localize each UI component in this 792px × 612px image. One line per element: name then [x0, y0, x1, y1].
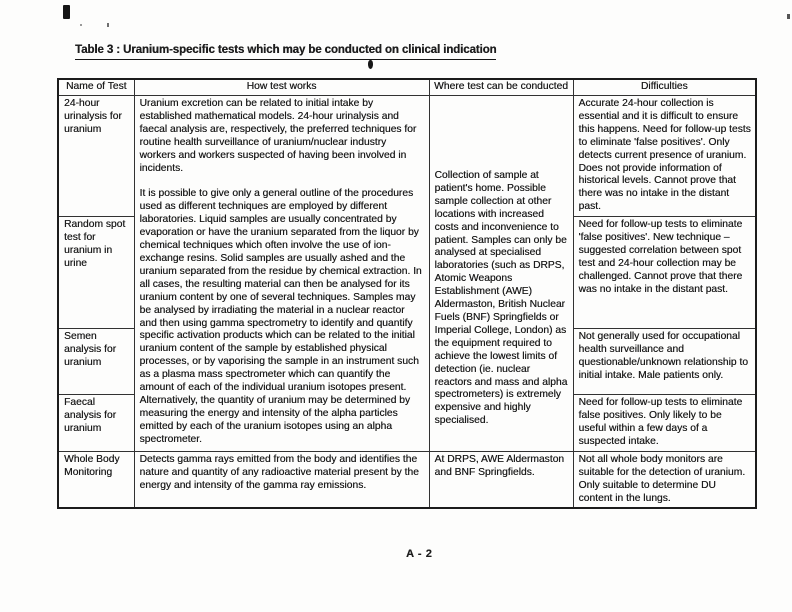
cell-difficulty-semen-analysis: Not generally used for occupational health surveillance and questionable/unknown relationship to initial intake. Male patients only. — [573, 329, 756, 395]
cell-where-whole-body-monitoring: At DRPS, AWE Aldermaston and BNF Springfields. — [429, 451, 573, 508]
ink-mark-under-title — [368, 60, 373, 69]
cell-test-name-whole-body-monitoring: Whole Body Monitoring — [58, 451, 134, 508]
scan-speck-right-edge — [787, 14, 790, 19]
where-paragraph: Collection of sample at patient's home. Possible sample collection at other locations with increased costs and inconvenience to patient. Samples can only be analysed at specialised laboratories (such as DRPS, Atomic Weapons Establishment (AWE) Aldermaston, British Nuclear Fuels (BNF) Springfields or Imperial College, London) as the equipment required to achieve the lowest limits of detection (ie. nuclear reactors and mass and alpha spectrometers) is extremely expensive and highly specialised. — [434, 170, 568, 427]
cell-test-name-semen-analysis: Semen analysis for uranium — [58, 329, 134, 395]
cell-test-name-random-spot-test: Random spot test for uranium in urine — [58, 217, 134, 329]
col-header-name-of-test: Name of Test — [58, 79, 134, 96]
clinical-tests-table — [57, 78, 757, 509]
ink-mark-top-left — [63, 5, 70, 19]
cell-how-test-works-merged — [134, 96, 429, 452]
table-row — [58, 96, 756, 217]
col-header-how-test-works: How test works — [134, 79, 429, 96]
cell-difficulty-random-spot-test: Need for follow-up tests to eliminate 'false positives'. New technique – suggested correlation between spot test and 24-hour collection may be challenged. Cannot prove that there was no intake in the distant past. — [573, 217, 756, 329]
page-number: A - 2 — [406, 548, 433, 560]
cell-difficulty-24-hour-urinalysis: Accurate 24-hour collection is essential and it is difficult to ensure this happens. Need for follow-up tests to eliminate 'false positives'. Only detects current presence of uranium. Does not provide information of historical levels. Cannot prove that there was no intake in the distant past. — [573, 96, 756, 217]
cell-difficulty-faecal-analysis: Need for follow-up tests to eliminate false positives. Only likely to be useful within a few days of a suspected intake. — [573, 395, 756, 452]
table-row — [58, 451, 756, 508]
cell-how-whole-body-monitoring: Detects gamma rays emitted from the body and identifies the nature and quantity of any radioactive material present by the energy and intensity of the gamma ray emissions. — [134, 451, 429, 508]
table-header-row — [58, 79, 756, 96]
cell-difficulty-whole-body-monitoring: Not all whole body monitors are suitable for the detection of uranium. Only suitable to determine DU content in the lungs. — [573, 451, 756, 508]
how-paragraph-1: Uranium excretion can be related to initial intake by established mathematical models. 24-hour urinalysis and faecal analysis are, respectively, the preferred techniques for routine health surveillance of uranium/nuclear industry workers and workers suspected of having been involved in incidents. — [139, 98, 417, 174]
col-header-where-conducted: Where test can be conducted — [429, 79, 573, 96]
cell-where-conducted-merged — [429, 96, 573, 452]
cell-test-name-faecal-analysis: Faecal analysis for uranium — [58, 395, 134, 452]
how-paragraph-2: It is possible to give only a general outline of the procedures used as different techniques are employed by different laboratories. Liquid samples are usually concentrated by evaporation or have the uranium separated from the liquor by chemical techniques which often involve the use of ion-exchange resins. Solid samples are usually ashed and the uranium separated from the residue by chemical extraction. In all cases, the resulting material can then be analysed for its uranium content by one of several techniques. Samples may be analysed by irradiating the material in a nuclear reactor and then using gamma spectrometry to identify and quantify specific activation products which can be related to the initial uranium content of the sample by established physical processes, or by vaporising the sample in an instrument such as a plasma mass spectrometer which can quantify the amount of each of the individual uranium isotopes present. Alternatively, the quantity of uranium may be determined by measuring the energy and intensity of the alpha particles emitted by each of the uranium isotopes using an alpha spectrometer. — [139, 188, 422, 445]
col-header-difficulties: Difficulties — [573, 79, 756, 96]
scan-speck — [107, 23, 109, 27]
cell-test-name-24-hour-urinalysis: 24-hour urinalysis for uranium — [58, 96, 134, 217]
scan-speck — [80, 24, 82, 26]
table-title: Table 3 : Uranium-specific tests which may be conducted on clinical indication — [75, 44, 496, 60]
